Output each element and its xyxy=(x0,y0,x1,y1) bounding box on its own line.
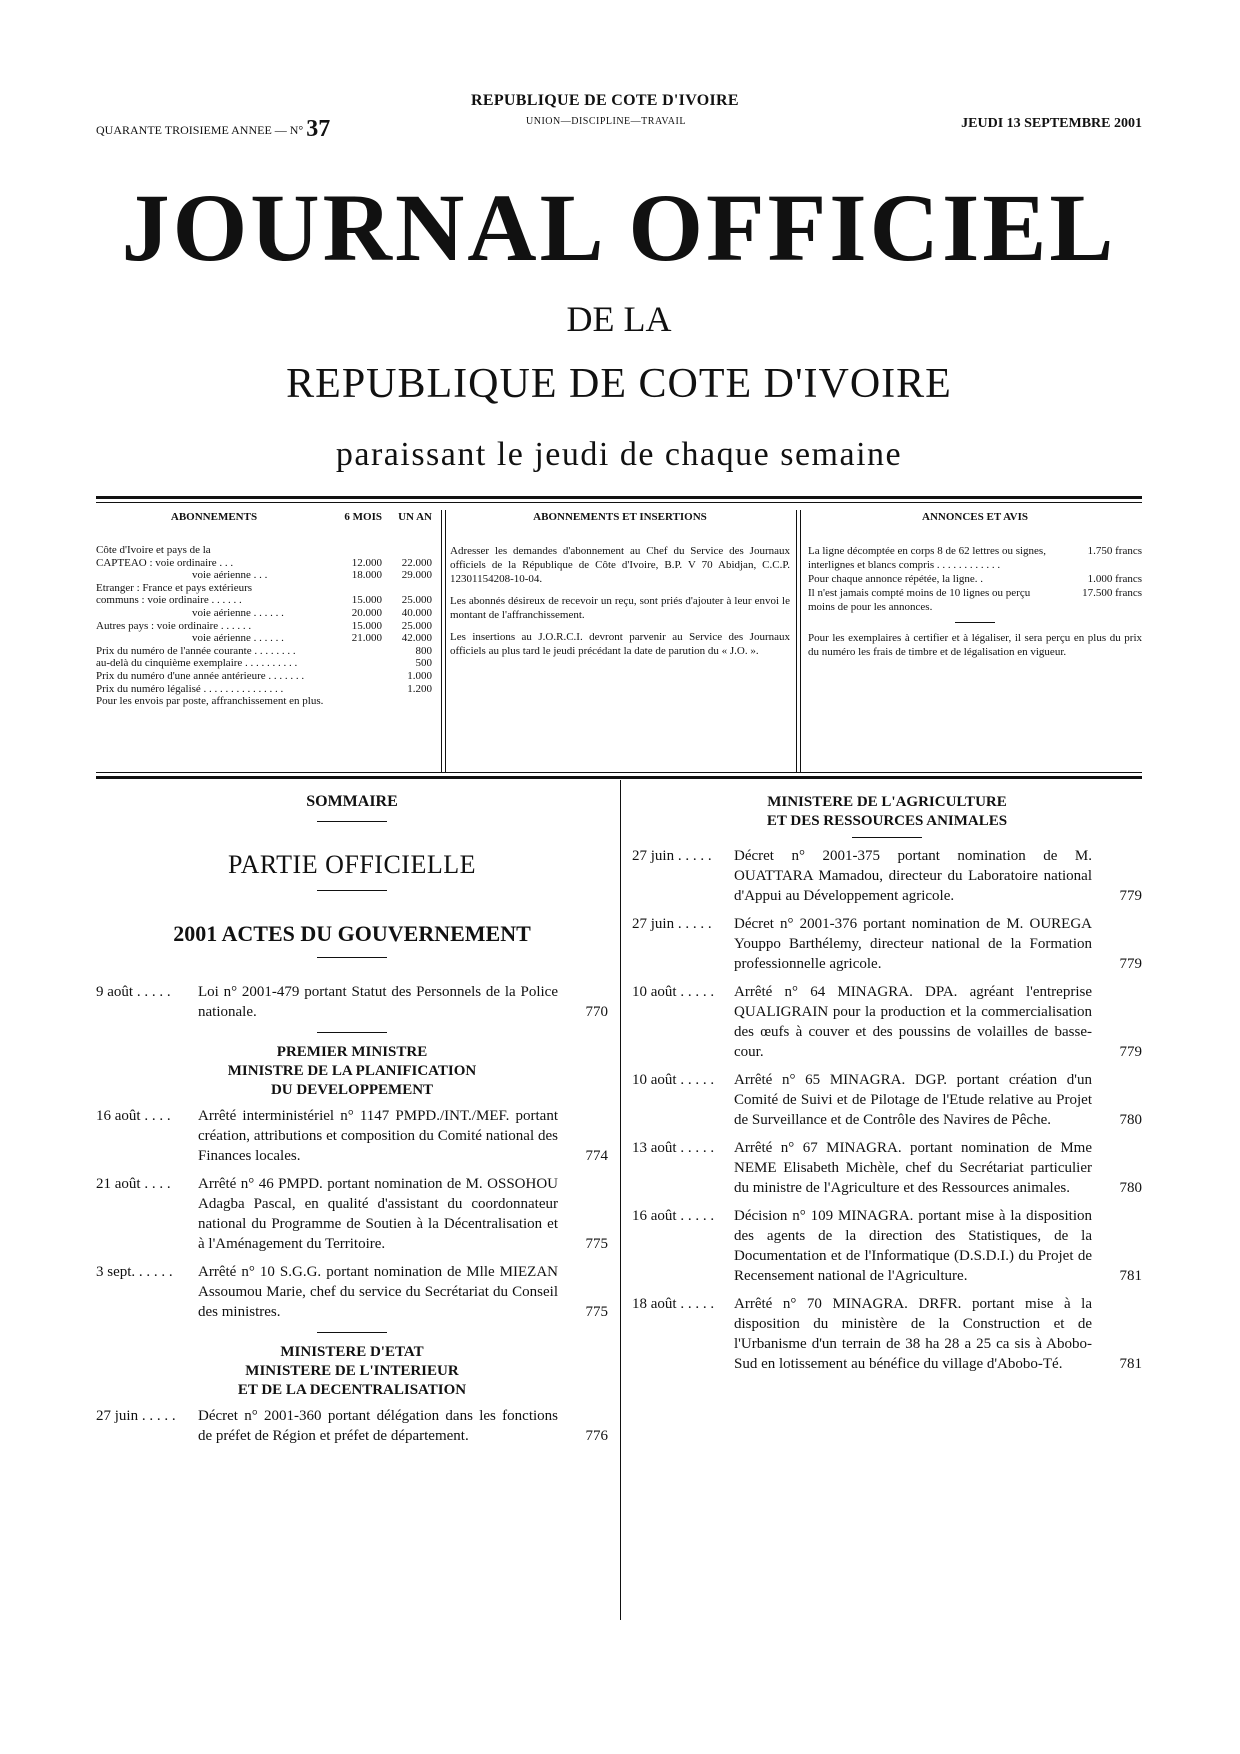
entry-text: Arrêté n° 46 PMPD. portant nomination de M. OSSOHOU Adagba Pascal, en qualité d'assistant du coordonnateur national du Programme de Soutien à la Décentralisation et à l'Aménagement du Territoire. xyxy=(198,1176,558,1252)
section-title-line: PREMIER MINISTRE xyxy=(276,1044,428,1060)
sommaire-entry xyxy=(632,1070,1142,1130)
abonnement-label: au-delà du cinquième exemplaire . . . . . . . . . . xyxy=(96,657,298,670)
section-title-line: MINISTERE D'ETAT xyxy=(280,1344,424,1360)
col-one-year: UN AN xyxy=(398,511,432,523)
sommaire-entry xyxy=(632,1294,1142,1374)
abonnements-rows xyxy=(96,544,432,708)
issue-header xyxy=(96,88,1142,142)
insertions-heading: ABONNEMENTS ET INSERTIONS xyxy=(533,511,707,523)
publication-frequency: paraissant le jeudi de chaque semaine xyxy=(335,436,903,473)
annonces-column xyxy=(808,510,1142,772)
insertions-address: Adresser les demandes d'abonnement au Chef du Service des Journaux officiels de la République de Côte d'Ivoire, B.P. V 70 Abidjan, C.C.P. 12301154208-10-04. xyxy=(450,545,790,585)
entry-text: Loi n° 2001-479 portant Statut des Personnels de la Police nationale. xyxy=(198,984,558,1020)
abonnement-one-year: 42.000 xyxy=(401,632,432,645)
abonnement-row xyxy=(96,620,432,633)
divider xyxy=(955,622,995,623)
insertions-deadline: Les insertions au J.O.R.C.I. devront parvenir au Service des Journaux officiels au plus tard le jeudi précédant la date de parution du « J.O. ». xyxy=(450,631,790,657)
entry-date: 16 août . . . . . xyxy=(632,1208,715,1224)
year-label: QUARANTE TROISIEME ANNEE — N° xyxy=(96,123,304,137)
entry-date: 27 juin . . . . . xyxy=(96,1408,176,1424)
abonnement-six-months xyxy=(332,645,382,658)
country-title: REPUBLIQUE DE COTE D'IVOIRE xyxy=(286,361,952,407)
divider xyxy=(445,510,446,772)
entry-page: 775 xyxy=(585,1304,608,1320)
sommaire-entry xyxy=(96,1406,608,1446)
abonnement-one-year xyxy=(382,582,432,595)
abonnement-one-year: 800 xyxy=(415,644,432,657)
abonnements-heading: ABONNEMENTS xyxy=(170,511,258,523)
abonnement-label: Côte d'Ivoire et pays de la xyxy=(96,544,211,556)
section-title-line: MINISTRE DE LA PLANIFICATION xyxy=(227,1063,477,1079)
divider xyxy=(852,837,922,838)
entry-page: 779 xyxy=(1119,956,1142,972)
sommaire-entry xyxy=(632,1206,1142,1286)
abonnement-label: Prix du numéro d'une année antérieure . . . . . . . xyxy=(96,669,305,682)
issue-date: JEUDI 13 SEPTEMBRE 2001 xyxy=(961,116,1142,131)
column-divider xyxy=(620,780,621,1620)
section-title-line: ET DES RESSOURCES ANIMALES xyxy=(766,813,1008,829)
divider xyxy=(441,510,442,772)
entry-page: 774 xyxy=(585,1148,608,1164)
section-agriculture xyxy=(632,793,1142,831)
sommaire-entry xyxy=(96,1262,608,1322)
entry-text: Arrêté interministériel n° 1147 PMPD./INT./MEF. portant création, attributions et composition du Comité national des Finances locales. xyxy=(198,1108,558,1164)
entry-text: Arrêté n° 10 S.G.G. portant nomination de Mlle MIEZAN Assoumou Marie, chef du service du Secrétariat du Conseil des ministres. xyxy=(198,1264,558,1320)
abonnement-label: Pour les envois par poste, affranchissement en plus. xyxy=(96,695,324,708)
entry-page: 781 xyxy=(1119,1268,1142,1284)
entry-date: 10 août . . . . . xyxy=(632,1072,715,1088)
abonnement-label: Autres pays : voie ordinaire . . . . . . xyxy=(96,619,252,632)
abonnement-row xyxy=(96,657,432,670)
abonnement-label: Etranger : France et pays extérieurs xyxy=(96,581,253,594)
abonnement-one-year: 25.000 xyxy=(401,594,432,607)
entry-page: 780 xyxy=(1119,1112,1142,1128)
entries-list xyxy=(96,1406,608,1446)
sommaire-entry xyxy=(632,1138,1142,1198)
section-premier-ministre xyxy=(96,1043,608,1100)
sommaire-entry xyxy=(632,914,1142,974)
abonnement-row xyxy=(96,544,432,557)
entry-page: 775 xyxy=(585,1236,608,1252)
abonnement-label: communs : voie ordinaire . . . . . . xyxy=(96,594,242,607)
abonnement-one-year: 40.000 xyxy=(401,606,432,619)
abonnement-row xyxy=(96,632,432,645)
divider xyxy=(317,957,387,958)
sommaire-entry xyxy=(96,1106,608,1166)
abonnement-label: voie aérienne . . . . . . xyxy=(192,606,284,619)
annonces-note: Pour les exemplaires à certifier et à légaliser, il sera perçu en plus du prix du numéro les frais de timbre et de légalisation en vigueur. xyxy=(808,632,1142,658)
abonnement-label: Prix du numéro de l'année courante . . . . . . . . xyxy=(96,644,296,657)
entry-date: 27 juin . . . . . xyxy=(632,848,712,864)
section-title-line: MINISTERE DE L'INTERIEUR xyxy=(245,1363,459,1379)
abonnement-one-year: 1.000 xyxy=(407,669,432,682)
divider xyxy=(800,510,801,772)
divider xyxy=(317,1332,387,1333)
sommaire-title: SOMMAIRE xyxy=(306,793,398,810)
price-label: Pour chaque annonce répétée, la ligne. . xyxy=(808,573,984,585)
abonnement-row xyxy=(96,557,432,570)
abonnement-one-year: 1.200 xyxy=(407,682,432,695)
entries-list xyxy=(96,1106,608,1322)
price-label: Il n'est jamais compté moins de 10 lignes ou perçu moins de pour les annonces. xyxy=(808,587,1031,613)
abonnement-six-months: 21.000 xyxy=(351,632,382,645)
price-value: 17.500 francs xyxy=(1082,587,1142,599)
abonnement-label: CAPTEAO : voie ordinaire . . . xyxy=(96,556,234,569)
price-row xyxy=(808,572,1142,586)
divider xyxy=(317,1032,387,1033)
actes-gouvernement: 2001 ACTES DU GOUVERNEMENT xyxy=(173,921,531,946)
section-title-line: DU DEVELOPPEMENT xyxy=(270,1082,434,1098)
abonnement-row xyxy=(96,607,432,620)
price-label: La ligne décomptée en corps 8 de 62 lettres ou signes, interlignes et blancs compris . . . . . . . . . . . . xyxy=(808,545,1046,571)
title-de-la: DE LA xyxy=(566,299,672,339)
entry-page: 779 xyxy=(1119,1044,1142,1060)
insertions-receipt: Les abonnés désireux de recevoir un reçu, sont priés d'ajouter à leur envoi le montant de l'affranchissement. xyxy=(450,595,790,621)
abonnement-six-months: 20.000 xyxy=(351,606,382,619)
abonnement-one-year: 500 xyxy=(415,657,432,670)
entry-date: 16 août . . . . xyxy=(96,1108,171,1124)
abonnement-six-months: 12.000 xyxy=(351,556,382,569)
section-title-line: MINISTERE DE L'AGRICULTURE xyxy=(767,794,1007,810)
entry-text: Arrêté n° 64 MINAGRA. DPA. agréant l'entreprise QUALIGRAIN pour la production et la commercialisation des œufs à couver et des poussins de volailles de basse-cour. xyxy=(734,984,1092,1060)
abonnement-one-year: 22.000 xyxy=(401,556,432,569)
price-row xyxy=(808,544,1142,572)
journal-title: JOURNAL OFFICIEL xyxy=(121,174,1117,281)
abonnements-column xyxy=(96,510,432,772)
entry-text: Arrêté n° 65 MINAGRA. DGP. portant création d'un Comité de Suivi et de Pilotage de l'Etude relative au Projet de Surveillance et de Contrôle des Navires de Pêche. xyxy=(734,1072,1092,1128)
entry-date: 3 sept. . . . . . xyxy=(96,1264,173,1280)
entry-date: 10 août . . . . . xyxy=(632,984,715,1000)
abonnement-six-months xyxy=(332,544,382,557)
divider xyxy=(796,510,797,772)
entry-date: 27 juin . . . . . xyxy=(632,916,712,932)
abonnement-row xyxy=(96,645,432,658)
sommaire-entry xyxy=(632,846,1142,906)
abonnement-one-year: 25.000 xyxy=(401,619,432,632)
issue-label xyxy=(96,116,330,143)
col-six-months: 6 MOIS xyxy=(344,511,382,523)
entry-text: Décret n° 2001-376 portant nomination de M. OUREGA Youppo Barthélemy, directeur national de la Formation professionnelle agricole. xyxy=(734,916,1092,972)
entry-date: 18 août . . . . . xyxy=(632,1296,715,1312)
sommaire-left-column xyxy=(96,793,608,1454)
divider xyxy=(96,776,1142,779)
entry-text: Décret n° 2001-375 portant nomination de M. OUATTARA Mamadou, directeur du Laboratoire national d'Appui au Développement agricole. xyxy=(734,848,1092,904)
section-title-line: ET DE LA DECENTRALISATION xyxy=(237,1382,467,1398)
abonnement-six-months: 18.000 xyxy=(351,569,382,582)
divider xyxy=(317,890,387,891)
entry-text: Arrêté n° 70 MINAGRA. DRFR. portant mise à la disposition du ministère de la Construction et de l'Urbanisme d'un terrain de 38 ha 28 a 25 ca sis à Abobo-Sud en lotissement au bénéfice du village d'Abobo-Té. xyxy=(734,1296,1092,1372)
entry-date: 21 août . . . . xyxy=(96,1176,171,1192)
abonnement-one-year xyxy=(382,544,432,557)
entry-date: 13 août . . . . . xyxy=(632,1140,715,1156)
section-interieur xyxy=(96,1343,608,1400)
divider xyxy=(96,772,1142,773)
divider xyxy=(96,496,1142,499)
entries-list xyxy=(632,846,1142,1374)
price-row xyxy=(808,586,1142,614)
entry-text: Décision n° 109 MINAGRA. portant mise à la disposition des agents de la direction des Statistiques, de la Documentation et de l'Informatique (D.S.D.I.) du Projet de Recensement national de l'Agriculture. xyxy=(734,1208,1092,1284)
abonnement-label: Prix du numéro légalisé . . . . . . . . . . . . . . . xyxy=(96,682,284,695)
issue-number: 37 xyxy=(306,116,331,142)
entry-page: 780 xyxy=(1119,1180,1142,1196)
sommaire-right-column xyxy=(632,793,1142,1382)
insertions-column xyxy=(450,510,790,772)
price-value: 1.750 francs xyxy=(1087,545,1142,557)
entry-page: 781 xyxy=(1119,1356,1142,1372)
abonnement-six-months xyxy=(332,683,382,696)
sommaire-entry xyxy=(96,1174,608,1254)
subscription-info-box xyxy=(96,510,1142,772)
abonnement-six-months xyxy=(332,670,382,683)
abonnement-row xyxy=(96,582,432,595)
abonnement-six-months xyxy=(332,657,382,670)
abonnement-six-months: 15.000 xyxy=(351,619,382,632)
divider xyxy=(96,502,1142,503)
annonces-heading: ANNONCES ET AVIS xyxy=(922,511,1028,523)
motto: UNION—DISCIPLINE—TRAVAIL xyxy=(526,116,686,127)
divider xyxy=(317,821,387,822)
abonnement-row xyxy=(96,569,432,582)
entry-page: 776 xyxy=(585,1428,608,1444)
entry-page: 779 xyxy=(1119,888,1142,904)
price-value: 1.000 francs xyxy=(1087,573,1142,585)
abonnement-six-months xyxy=(332,695,382,708)
sommaire-entry xyxy=(632,982,1142,1062)
abonnement-label: voie aérienne . . . xyxy=(192,569,268,582)
abonnement-one-year xyxy=(382,695,432,708)
abonnement-one-year: 29.000 xyxy=(401,569,432,582)
sommaire-entry xyxy=(96,982,608,1022)
abonnement-row xyxy=(96,695,432,708)
abonnement-row xyxy=(96,683,432,696)
abonnements-header xyxy=(96,510,432,524)
abonnement-row xyxy=(96,594,432,607)
abonnement-row xyxy=(96,670,432,683)
abonnement-six-months: 15.000 xyxy=(351,594,382,607)
abonnement-label: voie aérienne . . . . . . xyxy=(192,632,284,645)
entries-list xyxy=(96,982,608,1022)
entry-date: 9 août . . . . . xyxy=(96,984,171,1000)
republic-header: REPUBLIQUE DE COTE D'IVOIRE xyxy=(471,92,739,109)
entry-text: Arrêté n° 67 MINAGRA. portant nomination de Mme NEME Elisabeth Michèle, chef du Secrétariat particulier du ministre de l'Agriculture et des Ressources animales. xyxy=(734,1140,1092,1196)
abonnement-six-months xyxy=(332,582,382,595)
partie-officielle: PARTIE OFFICIELLE xyxy=(228,850,476,879)
entry-text: Décret n° 2001-360 portant délégation dans les fonctions de préfet de Région et préfet de département. xyxy=(198,1408,558,1444)
entry-page: 770 xyxy=(585,1004,608,1020)
